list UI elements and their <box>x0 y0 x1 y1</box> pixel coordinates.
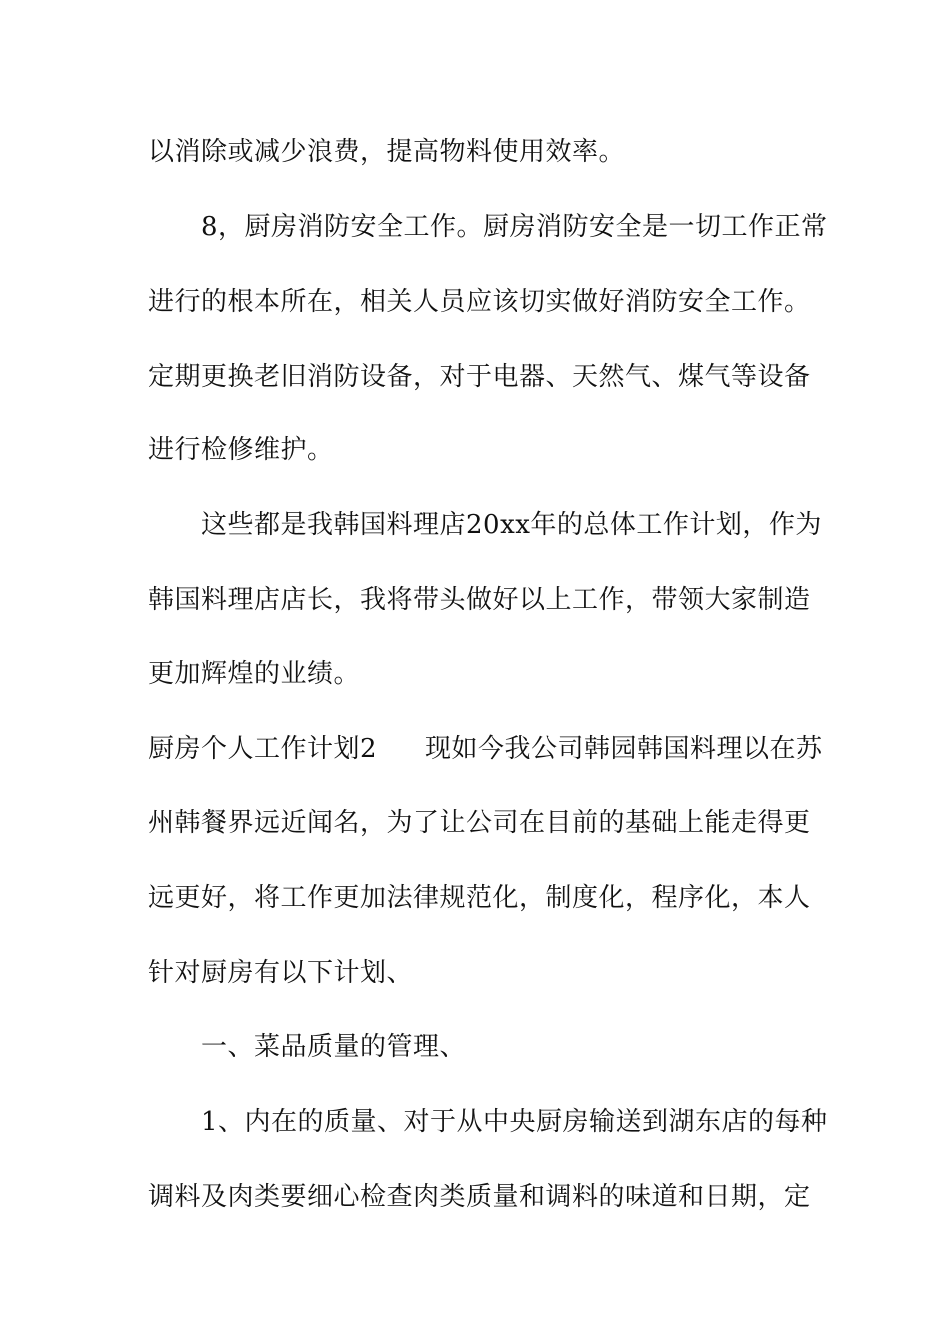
text-line-15: 调料及肉类要细心检查肉类质量和调料的味道和日期，定 <box>148 1182 811 1212</box>
text-line-6: 这些都是我韩国料理店20xx年的总体工作计划，作为 <box>201 510 822 540</box>
text-line-10: 州韩餐界远近闻名，为了让公司在目前的基础上能走得更 <box>148 808 811 838</box>
section-intro-text: 现如今我公司韩园韩国料理以在苏 <box>425 734 823 764</box>
text-line-11: 远更好，将工作更加法律规范化，制度化，程序化，本人 <box>148 883 811 913</box>
text-line-2: 8，厨房消防安全工作。厨房消防安全是一切工作正常 <box>201 212 828 242</box>
text-line-8: 更加辉煌的业绩。 <box>148 659 361 689</box>
text-line-12: 针对厨房有以下计划、 <box>148 958 414 988</box>
text-line-13: 一、菜品质量的管理、 <box>201 1032 467 1062</box>
text-line-14: 1、内在的质量、对于从中央厨房输送到湖东店的每种 <box>201 1107 828 1137</box>
text-line-4: 定期更换老旧消防设备，对于电器、天然气、煤气等设备 <box>148 362 811 392</box>
text-line-1: 以消除或减少浪费，提高物料使用效率。 <box>148 137 626 167</box>
text-line-3: 进行的根本所在，相关人员应该切实做好消防安全工作。 <box>148 287 811 317</box>
text-line-5: 进行检修维护。 <box>148 435 334 465</box>
section-title: 厨房个人工作计划2 <box>148 734 378 764</box>
section-heading-line <box>148 731 823 767</box>
text-line-7: 韩国料理店店长，我将带头做好以上工作，带领大家制造 <box>148 585 811 615</box>
